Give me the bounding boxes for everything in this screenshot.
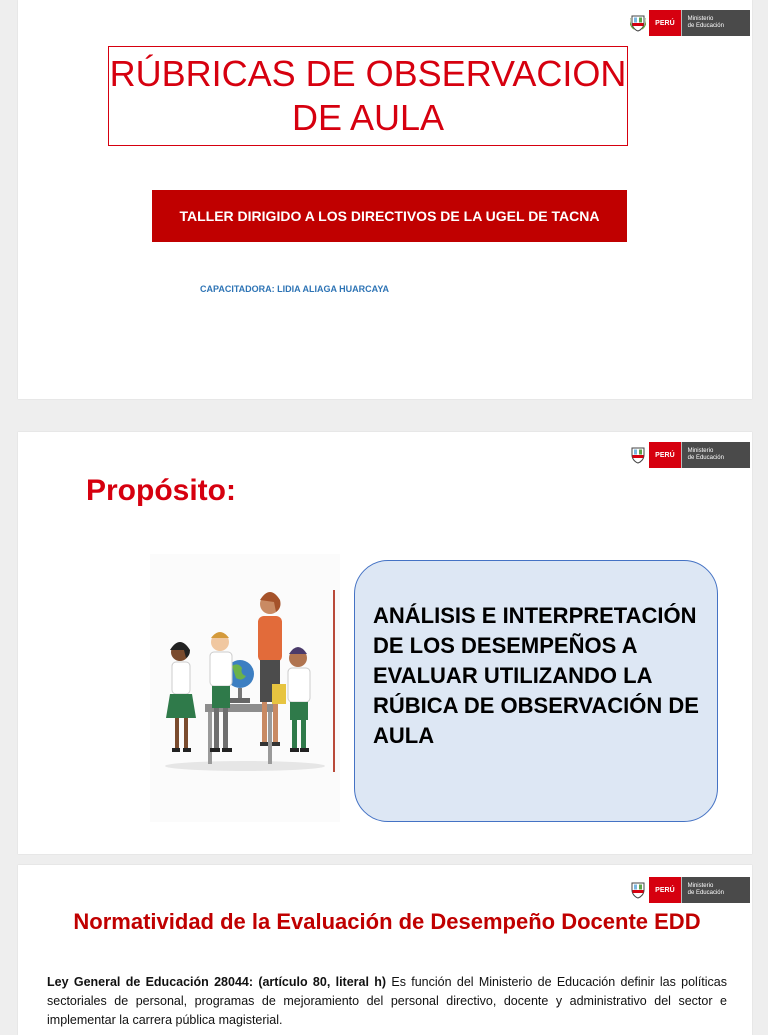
logo-peru-label: PERÚ <box>649 10 680 36</box>
logo-ministerio-text: Ministerio <box>687 16 714 22</box>
separator-line <box>333 590 335 772</box>
slide-regulations <box>18 865 752 1035</box>
slide-purpose <box>18 432 752 854</box>
teacher-students-illustration <box>150 554 340 822</box>
workshop-subtitle: TALLER DIRIGIDO A LOS DIRECTIVOS DE LA UGEL DE TACNA <box>152 190 627 242</box>
logo-ministry-label <box>681 442 750 468</box>
ministry-logo <box>627 442 750 468</box>
purpose-text: ANÁLISIS E INTERPRETACIÓN DE LOS DESEMPEÑOS A EVALUAR UTILIZANDO LA RÚBICA DE OBSERVACIÓN DE AULA <box>373 603 699 748</box>
logo-peru-label: PERÚ <box>649 442 680 468</box>
logo-peru-label: PERÚ <box>649 877 680 903</box>
presentation-title: RÚBRICAS DE OBSERVACION DE AULA <box>108 46 628 146</box>
ministry-logo <box>627 10 750 36</box>
logo-educacion-text: de Educación <box>687 455 724 461</box>
logo-educacion-text: de Educación <box>687 890 724 896</box>
law-body: Es función del Ministerio de Educación definir las políticas sectoriales de personal, programas de mejoramiento del personal directivo, docente y administrativo del sector e implementar la carrera pública magisterial. <box>47 975 727 1027</box>
regulations-heading: Normatividad de la Evaluación de Desempeño Docente EDD <box>73 909 701 934</box>
slide-title <box>18 0 752 399</box>
logo-ministerio-text: Ministerio <box>687 448 714 454</box>
coat-of-arms-icon <box>627 877 649 903</box>
logo-ministry-label <box>681 10 750 36</box>
purpose-heading: Propósito: <box>86 474 236 507</box>
trainer-name: CAPACITADORA: LIDIA ALIAGA HUARCAYA <box>200 284 389 294</box>
logo-ministerio-text: Ministerio <box>687 883 714 889</box>
logo-ministry-label <box>681 877 750 903</box>
purpose-bubble <box>354 560 718 822</box>
coat-of-arms-icon <box>627 442 649 468</box>
law-citation: Ley General de Educación 28044: (artículo 80, literal h) <box>47 975 387 989</box>
logo-educacion-text: de Educación <box>687 23 724 29</box>
coat-of-arms-icon <box>627 10 649 36</box>
law-paragraph <box>47 973 727 1030</box>
ministry-logo <box>627 877 750 903</box>
